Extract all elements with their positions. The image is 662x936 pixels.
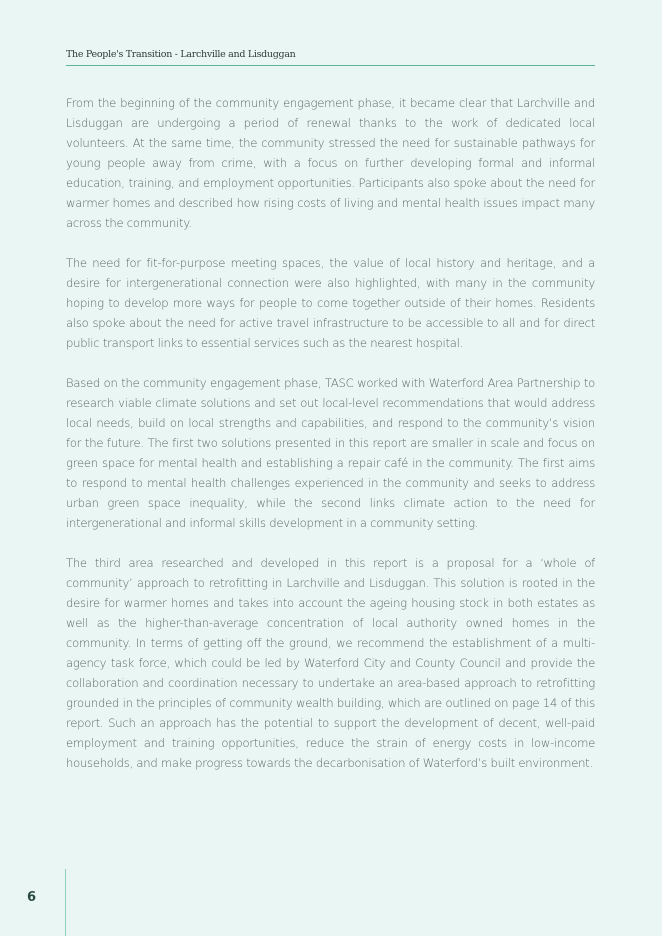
running-header-title: The People's Transition - Larchville and Lisduggan bbox=[66, 49, 296, 60]
paragraph-retrofitting-proposal: The third area researched and developed in this report is a proposal for a ‘whole of community’ approach to retrofitting in Larchville and Lisduggan. This solution is rooted in the desire for warmer homes and takes into account the ageing housing stock in both estates as well as the higher-than-average concentration of local authority owned homes in the community. In terms of getting off the ground, we recommend the establishment of a multi-agency task force, which could be led by Waterford City and County Council and provide the collaboration and coordination necessary to undertake an area-based approach to retrofitting grounded in the principles of community wealth building, which are outlined on page 14 of this report. Such an approach has the potential to support the development of decent, well-paid employment and training opportunities, reduce the strain of energy costs in low-income households, and make progress towards the decarbonisation of Waterford’s built environment. bbox=[66, 556, 595, 770]
body-content bbox=[66, 93, 595, 793]
paragraph-engagement-findings: From the beginning of the community engagement phase, it became clear that Larchville and Lisduggan are undergoing a period of renewal thanks to the work of dedicated local volunteers. At the same time, the community stressed the need for sustainable pathways for young people away from crime, with a focus on further developing formal and informal education, training, and employment opportunities. Participants also spoke about the need for warmer homes and described how rising costs of living and mental health issues impact many across the community. bbox=[66, 96, 595, 230]
paragraph-community-needs: The need for fit-for-purpose meeting spaces, the value of local history and heritage, and a desire for intergenerational connection were also highlighted, with many in the community hoping to develop more ways for people to come together outside of their homes. Residents also spoke about the need for active travel infrastructure to be accessible to all and for direct public transport links to essential services such as the nearest hospital. bbox=[66, 256, 595, 350]
paragraph-climate-solutions: Based on the community engagement phase, TASC worked with Waterford Area Partnership to research viable climate solutions and set out local-level recommendations that would address local needs, build on local strengths and capabilities, and respond to the community’s vision for the future. The first two solutions presented in this report are smaller in scale and focus on green space for mental health and establishing a repair café in the community. The first aims to respond to mental health challenges experienced in the community and seeks to address urban green space inequality, while the second links climate action to the need for intergenerational and informal skills development in a community setting. bbox=[66, 376, 595, 530]
header-divider bbox=[66, 65, 595, 66]
footer-vertical-divider bbox=[65, 869, 66, 936]
page-number: 6 bbox=[27, 890, 37, 905]
